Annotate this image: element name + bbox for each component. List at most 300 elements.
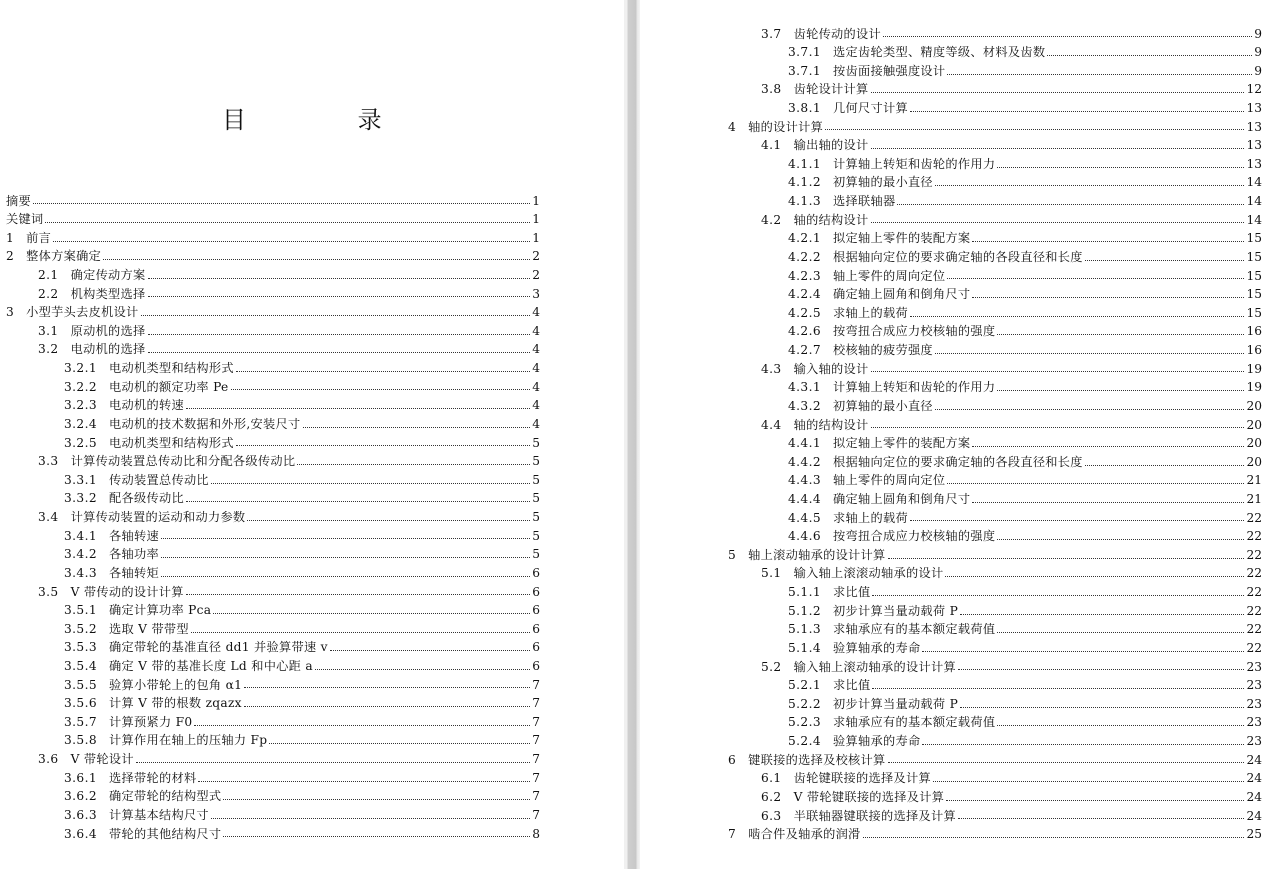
toc-entry-page: 9 — [1254, 45, 1262, 60]
toc-entry-page: 23 — [1246, 715, 1262, 730]
toc-entry-text: 初算轴的最小直径 — [833, 175, 933, 190]
toc-entry[interactable] — [761, 25, 1262, 44]
toc-entry-number: 5.2 — [761, 659, 782, 674]
toc-entry[interactable] — [788, 453, 1262, 472]
toc-leader-dots — [947, 483, 1244, 484]
toc-entry[interactable] — [761, 80, 1262, 99]
toc-entry[interactable] — [38, 452, 540, 471]
toc-entry-page: 15 — [1246, 231, 1262, 246]
toc-entry-text: 选定齿轮类型、精度等级、材料及齿数 — [833, 45, 1046, 60]
toc-leader-dots — [972, 297, 1244, 298]
toc-entry-text: 验算小带轮上的包角 α1 — [109, 677, 243, 692]
toc-entry-number: 4.2 — [761, 212, 782, 227]
toc-entry-text: 计算轴上转矩和齿轮的作用力 — [833, 156, 996, 171]
toc-entry[interactable] — [788, 173, 1262, 192]
toc-entry-text: 计算预紧力 F0 — [109, 714, 193, 729]
toc-entry[interactable] — [728, 751, 1262, 770]
toc-entry[interactable] — [788, 322, 1262, 341]
toc-entry[interactable] — [38, 750, 540, 769]
toc-entry-page: 13 — [1246, 119, 1262, 134]
toc-entry[interactable] — [788, 378, 1262, 397]
toc-entry-number: 5.2.4 — [788, 734, 822, 749]
toc-entry[interactable] — [761, 416, 1262, 435]
toc-entry-text: 电动机的转速 — [109, 398, 184, 413]
toc-entry[interactable] — [64, 769, 540, 788]
toc-leader-dots — [871, 92, 1245, 93]
toc-entry-page: 23 — [1246, 678, 1262, 693]
toc-entry-text: 关键词 — [6, 212, 44, 227]
toc-leader-dots — [33, 203, 530, 204]
toc-leader-dots — [933, 781, 1245, 782]
toc-entry[interactable] — [761, 211, 1262, 230]
toc-entry-number: 4.2.1 — [788, 231, 822, 246]
toc-leader-dots — [935, 353, 1245, 354]
toc-entry[interactable] — [38, 285, 540, 304]
toc-leader-dots — [198, 781, 530, 782]
toc-entry[interactable] — [788, 434, 1262, 453]
toc-leader-dots — [997, 632, 1244, 633]
toc-leader-dots — [972, 241, 1244, 242]
toc-entry[interactable] — [64, 415, 540, 434]
toc-entry-text: 初算轴的最小直径 — [833, 398, 933, 413]
toc-entry-page: 23 — [1246, 734, 1262, 749]
toc-entry[interactable] — [64, 527, 540, 546]
toc-leader-dots — [148, 352, 531, 353]
toc-entry-number: 4.1 — [761, 138, 782, 153]
toc-entry-text: 求轴承应有的基本额定载荷值 — [833, 622, 996, 637]
toc-entry-number: 4.2.6 — [788, 324, 822, 339]
toc-entry-page: 5 — [532, 472, 540, 487]
toc-leader-dots — [1085, 260, 1245, 261]
toc-entry[interactable] — [64, 489, 540, 508]
toc-entry[interactable] — [728, 825, 1262, 844]
toc-entry-page: 16 — [1246, 343, 1262, 358]
toc-entry-page: 22 — [1246, 510, 1262, 525]
toc-entry[interactable] — [788, 397, 1262, 416]
toc-entry[interactable] — [788, 304, 1262, 323]
toc-entry-page: 1 — [532, 230, 540, 245]
toc-entry-page: 13 — [1246, 138, 1262, 153]
toc-entry-text: 确定 V 带的基准长度 Ld 和中心距 a — [109, 659, 313, 673]
toc-leader-dots — [103, 259, 530, 260]
toc-entry-number: 3.2.3 — [64, 398, 98, 413]
toc-entry-text: 求轴上的载荷 — [833, 510, 908, 525]
toc-entry-text: 求比值 — [833, 678, 871, 693]
toc-entry-page: 7 — [532, 714, 540, 729]
toc-entry-number: 4.4.1 — [788, 436, 822, 451]
toc-entry-text: V 带轮键联接的选择及计算 — [793, 789, 945, 804]
toc-entry-number: 3 — [6, 305, 15, 320]
toc-entry-page: 5 — [532, 547, 540, 562]
toc-entry[interactable] — [64, 825, 540, 844]
toc-title: 目 录 — [222, 106, 434, 134]
toc-entry-text: 键联接的选择及校核计算 — [748, 752, 886, 767]
toc-entry-text: 输出轴的设计 — [793, 138, 869, 153]
toc-leader-dots — [997, 167, 1244, 168]
toc-entry-page: 22 — [1246, 529, 1262, 544]
toc-entry-page: 6 — [532, 640, 540, 655]
toc-entry-text: 轴上零件的周向定位 — [833, 473, 946, 488]
toc-entry-number: 4.2.7 — [788, 343, 822, 358]
toc-entry-text: 选取 V 带带型 — [109, 621, 189, 636]
toc-entry-text: 电动机类型和结构形式 — [109, 361, 234, 376]
toc-entry-number: 5.1.3 — [788, 622, 822, 637]
toc-leader-dots — [141, 315, 531, 316]
toc-entry-text: 根据轴向定位的要求确定轴的各段直径和长度 — [833, 249, 1083, 264]
toc-entry-number: 3.5.2 — [64, 621, 98, 636]
toc-entry-number: 4.4.3 — [788, 473, 822, 488]
toc-entry-text: 验算轴承的寿命 — [833, 640, 921, 655]
toc-entry-page: 12 — [1246, 82, 1262, 97]
toc-entry-text: 求轴上的载荷 — [833, 305, 908, 320]
toc-entry[interactable] — [64, 676, 540, 695]
toc-leader-dots — [53, 241, 530, 242]
toc-leader-dots — [186, 408, 530, 409]
toc-entry-text: 电动机类型和结构形式 — [109, 435, 234, 450]
toc-entry[interactable] — [64, 787, 540, 806]
toc-entry-text: 按齿面接触强度设计 — [833, 63, 946, 78]
toc-entry[interactable] — [788, 341, 1262, 360]
toc-entry-number: 4.3.2 — [788, 398, 822, 413]
toc-entry[interactable] — [788, 155, 1262, 174]
toc-entry-number: 3.5 — [38, 584, 59, 599]
toc-entry[interactable] — [64, 657, 540, 676]
toc-leader-dots — [960, 614, 1244, 615]
toc-entry-text: 摘要 — [6, 193, 31, 208]
toc-entry-page: 14 — [1246, 212, 1262, 227]
toc-entry-page: 20 — [1246, 454, 1262, 469]
toc-entry[interactable] — [761, 360, 1262, 379]
toc-leader-dots — [330, 650, 530, 651]
toc-entry-page: 6 — [532, 565, 540, 580]
toc-entry[interactable] — [64, 731, 540, 750]
toc-entry-number: 3.3.2 — [64, 491, 98, 506]
toc-leader-dots — [161, 557, 530, 558]
toc-entry[interactable] — [64, 434, 540, 453]
toc-entry-number: 3.4.1 — [64, 528, 98, 543]
toc-leader-dots — [213, 613, 530, 614]
toc-leader-dots — [997, 725, 1244, 726]
toc-entry[interactable] — [64, 564, 540, 583]
toc-entry-page: 6 — [532, 603, 540, 618]
toc-leader-dots — [871, 371, 1245, 372]
toc-entry[interactable] — [761, 769, 1262, 788]
toc-entry-number: 4.1.3 — [788, 194, 822, 209]
toc-entry-text: 配各级传动比 — [109, 491, 184, 506]
toc-entry-text: 小型芋头去皮机设计 — [26, 305, 139, 320]
toc-entry-text: 校核轴的疲劳强度 — [833, 343, 933, 358]
toc-entry[interactable] — [761, 564, 1262, 583]
toc-entry[interactable] — [6, 247, 540, 266]
toc-leader-dots — [958, 669, 1245, 670]
toc-leader-dots — [972, 446, 1244, 447]
toc-entry-page: 20 — [1246, 417, 1262, 432]
toc-entry[interactable] — [38, 266, 540, 285]
toc-entry-page: 5 — [532, 510, 540, 525]
toc-entry-text: 轴的结构设计 — [793, 212, 869, 227]
toc-entry[interactable] — [64, 359, 540, 378]
toc-leader-dots — [935, 409, 1245, 410]
toc-entry-text: 确定带轮的基准直径 dd1 并验算带速 v — [109, 640, 328, 655]
toc-entry[interactable] — [6, 229, 540, 248]
toc-leader-dots — [872, 595, 1244, 596]
toc-entry-number: 3.5.7 — [64, 714, 98, 729]
toc-entry[interactable] — [788, 471, 1262, 490]
toc-entry[interactable] — [788, 248, 1262, 267]
toc-entry-page: 6 — [532, 621, 540, 636]
toc-entry-text: 求比值 — [833, 585, 871, 600]
toc-entry-number: 3.5.6 — [64, 696, 98, 711]
toc-entry[interactable] — [788, 192, 1262, 211]
toc-entry[interactable] — [788, 229, 1262, 248]
toc-leader-dots — [883, 36, 1252, 37]
toc-entry-text: 确定轴上圆角和倒角尺寸 — [833, 492, 971, 506]
toc-entry-text: 轴上滚动轴承的设计计算 — [748, 547, 886, 562]
toc-entry-page: 1 — [532, 193, 540, 208]
toc-entry[interactable] — [64, 378, 540, 397]
toc-entry-text: 前言 — [26, 230, 52, 245]
toc-entry[interactable] — [64, 601, 540, 620]
toc-leader-dots — [244, 687, 530, 688]
toc-entry-number: 3.7.1 — [788, 45, 822, 60]
toc-leader-dots — [897, 204, 1244, 205]
toc-leader-dots — [1085, 465, 1245, 466]
toc-leader-dots — [236, 445, 530, 446]
toc-entry-text: 电动机的技术数据和外形,安装尺寸 — [109, 416, 301, 431]
toc-entry-number: 5.1.4 — [788, 640, 822, 655]
toc-entry[interactable] — [788, 620, 1262, 639]
toc-entry[interactable] — [64, 806, 540, 825]
toc-entry-page: 7 — [532, 733, 540, 748]
toc-entry[interactable] — [728, 546, 1262, 565]
toc-entry[interactable] — [788, 676, 1262, 695]
toc-entry-text: 轴的设计计算 — [748, 119, 824, 134]
toc-entry[interactable] — [38, 340, 540, 359]
toc-leader-dots — [871, 427, 1245, 428]
toc-leader-dots — [958, 818, 1245, 819]
toc-entry-page: 7 — [532, 789, 540, 804]
toc-leader-dots — [148, 278, 531, 279]
toc-leader-dots — [186, 594, 530, 595]
toc-entry[interactable] — [64, 694, 540, 713]
toc-entry-number: 3.3.1 — [64, 472, 98, 487]
toc-leader-dots — [161, 538, 530, 539]
toc-entry-number: 5 — [728, 547, 737, 562]
toc-entry-text: 整体方案确定 — [26, 249, 102, 264]
toc-entry-page: 19 — [1246, 380, 1262, 395]
toc-entry-page: 19 — [1246, 361, 1262, 376]
toc-entry-page: 24 — [1246, 752, 1262, 767]
toc-entry-number: 3.2.2 — [64, 379, 98, 394]
toc-entry[interactable] — [728, 118, 1262, 137]
toc-entry[interactable] — [64, 620, 540, 639]
toc-entry-page: 22 — [1246, 622, 1262, 637]
toc-entry[interactable] — [788, 583, 1262, 602]
toc-entry-number: 4.4.2 — [788, 454, 822, 469]
toc-entry[interactable] — [6, 192, 540, 211]
toc-entry-number: 3.2.4 — [64, 416, 98, 431]
toc-entry[interactable] — [788, 285, 1262, 304]
toc-leader-dots — [136, 762, 530, 763]
toc-entry-text: 输入轴的设计 — [793, 361, 869, 376]
toc-entry-text: 按弯扭合成应力校核轴的强度 — [833, 529, 996, 544]
toc-leader-dots — [871, 222, 1245, 223]
toc-entry[interactable] — [788, 267, 1262, 286]
toc-entry[interactable] — [788, 602, 1262, 621]
toc-leader-dots — [972, 502, 1244, 503]
toc-entry[interactable] — [761, 788, 1262, 807]
toc-entry-text: 输入轴上滚滚动轴承的设计 — [793, 566, 944, 581]
toc-entry-page: 24 — [1246, 771, 1262, 786]
toc-entry[interactable] — [64, 545, 540, 564]
toc-entry-text: 各轴功率 — [109, 547, 159, 562]
toc-leader-dots — [910, 111, 1245, 112]
toc-leader-dots — [186, 501, 530, 502]
toc-leader-dots — [297, 464, 530, 465]
toc-entry-number: 3.4 — [38, 510, 59, 525]
toc-entry-text: 拟定轴上零件的装配方案 — [833, 436, 971, 451]
toc-entry-page: 15 — [1246, 249, 1262, 264]
toc-leader-dots — [946, 800, 1244, 801]
toc-entry-number: 4 — [728, 119, 737, 134]
toc-entry-text: 各轴转速 — [109, 528, 159, 543]
toc-leader-dots — [945, 576, 1244, 577]
toc-entry[interactable] — [761, 807, 1262, 826]
toc-entry-number: 3.5.1 — [64, 603, 98, 618]
toc-entry-number: 1 — [6, 230, 15, 245]
toc-entry-page: 15 — [1246, 287, 1262, 302]
toc-leader-dots — [223, 799, 530, 800]
toc-entry-text: 确定带轮的结构型式 — [109, 789, 222, 804]
toc-entry-text: 计算 V 带的根数 zqazx — [109, 696, 242, 711]
toc-entry[interactable] — [38, 322, 540, 341]
toc-entry-page: 25 — [1246, 827, 1262, 842]
toc-entry-text: 初步计算当量动载荷 P — [833, 603, 959, 618]
toc-entry-page: 5 — [532, 528, 540, 543]
toc-entry-text: 确定传动方案 — [70, 267, 146, 282]
toc-entry-number: 4.2.5 — [788, 305, 822, 320]
toc-entry-text: 轴的结构设计 — [793, 417, 869, 432]
toc-entry-number: 2 — [6, 249, 15, 264]
toc-entry-text: 初步计算当量动载荷 P — [833, 696, 959, 711]
toc-entry-number: 5.2.1 — [788, 678, 822, 693]
toc-entry-page: 4 — [532, 379, 540, 394]
toc-leader-dots — [935, 185, 1245, 186]
toc-entry[interactable] — [64, 638, 540, 657]
toc-entry-page: 9 — [1254, 63, 1262, 78]
toc-leader-dots — [922, 744, 1244, 745]
toc-entry-number: 3.6.1 — [64, 770, 98, 785]
toc-entry-number: 3.6.4 — [64, 826, 98, 841]
toc-entry-number: 3.7.1 — [788, 63, 822, 78]
toc-entry-page: 3 — [532, 286, 540, 301]
toc-entry[interactable] — [788, 99, 1262, 118]
toc-entry-number: 3.2 — [38, 342, 59, 357]
toc-leader-dots — [997, 390, 1244, 391]
toc-entry[interactable] — [6, 210, 540, 229]
toc-entry-page: 9 — [1254, 26, 1262, 41]
toc-entry-text: 机构类型选择 — [70, 286, 146, 301]
toc-entry[interactable] — [6, 303, 540, 322]
toc-entry[interactable] — [788, 527, 1262, 546]
toc-entry-number: 3.4.2 — [64, 547, 98, 562]
toc-leader-dots — [1047, 55, 1252, 56]
toc-entry[interactable] — [761, 136, 1262, 155]
toc-entry-text: 选择带轮的材料 — [109, 770, 197, 785]
toc-entry-number: 4.4 — [761, 417, 782, 432]
toc-entry-text: 输入轴上滚动轴承的设计计算 — [793, 659, 956, 674]
toc-entry-number: 3.4.3 — [64, 565, 98, 580]
toc-entry[interactable] — [761, 658, 1262, 677]
toc-leader-dots — [211, 483, 530, 484]
toc-entry-page: 4 — [532, 416, 540, 431]
toc-entry-text: 电动机的额定功率 Pe — [109, 379, 229, 394]
toc-entry-number: 3.2.5 — [64, 435, 98, 450]
toc-entry-number: 3.2.1 — [64, 361, 98, 376]
toc-entry[interactable] — [788, 490, 1262, 509]
toc-entry[interactable] — [38, 583, 540, 602]
toc-leader-dots — [236, 371, 530, 372]
toc-entry-number: 4.2.3 — [788, 268, 822, 283]
toc-entry-number: 4.2.4 — [788, 287, 822, 302]
toc-entry-page: 7 — [532, 677, 540, 692]
toc-leader-dots — [872, 688, 1244, 689]
toc-entry[interactable] — [788, 43, 1262, 62]
toc-entry-number: 6.3 — [761, 808, 782, 823]
toc-entry[interactable] — [64, 471, 540, 490]
toc-entry-page: 7 — [532, 752, 540, 767]
toc-leader-dots — [244, 706, 530, 707]
toc-entry-text: 验算轴承的寿命 — [833, 734, 921, 749]
toc-entry[interactable] — [788, 62, 1262, 81]
toc-entry[interactable] — [38, 508, 540, 527]
toc-entry-page: 2 — [532, 249, 540, 264]
toc-entry-number: 2.2 — [38, 286, 59, 301]
page-gutter — [624, 0, 640, 869]
toc-leader-dots — [947, 278, 1244, 279]
toc-entry-text: 拟定轴上零件的装配方案 — [833, 231, 971, 246]
toc-entry-text: 根据轴向定位的要求确定轴的各段直径和长度 — [833, 454, 1083, 469]
toc-entry[interactable] — [788, 695, 1262, 714]
toc-entry-number: 4.3.1 — [788, 380, 822, 395]
toc-leader-dots — [888, 558, 1245, 559]
toc-leader-dots — [231, 389, 531, 390]
toc-entry-number: 4.2.2 — [788, 249, 822, 264]
toc-entry[interactable] — [788, 713, 1262, 732]
toc-entry[interactable] — [64, 396, 540, 415]
toc-entry-text: 半联轴器键联接的选择及计算 — [793, 808, 956, 823]
toc-entry-page: 16 — [1246, 324, 1262, 339]
right-page — [640, 0, 1270, 869]
toc-entry-number: 3.8.1 — [788, 100, 822, 115]
toc-entry-text: 齿轮键联接的选择及计算 — [793, 771, 931, 786]
toc-leader-dots — [303, 427, 531, 428]
toc-entry[interactable] — [64, 713, 540, 732]
toc-entry-text: 求轴承应有的基本额定载荷值 — [833, 715, 996, 730]
toc-entry[interactable] — [788, 509, 1262, 528]
toc-entry-text: 按弯扭合成应力校核轴的强度 — [833, 324, 996, 339]
toc-entry-text: 带轮的其他结构尺寸 — [109, 826, 222, 841]
toc-entry[interactable] — [788, 639, 1262, 658]
toc-leader-dots — [922, 651, 1244, 652]
toc-entry-page: 23 — [1246, 659, 1262, 674]
toc-entry[interactable] — [788, 732, 1262, 751]
toc-entry-number: 6.2 — [761, 789, 782, 804]
toc-leader-dots — [825, 129, 1244, 130]
toc-entry-number: 7 — [728, 827, 737, 842]
toc-entry-number: 4.4.5 — [788, 510, 822, 525]
toc-entry-page: 22 — [1246, 566, 1262, 581]
